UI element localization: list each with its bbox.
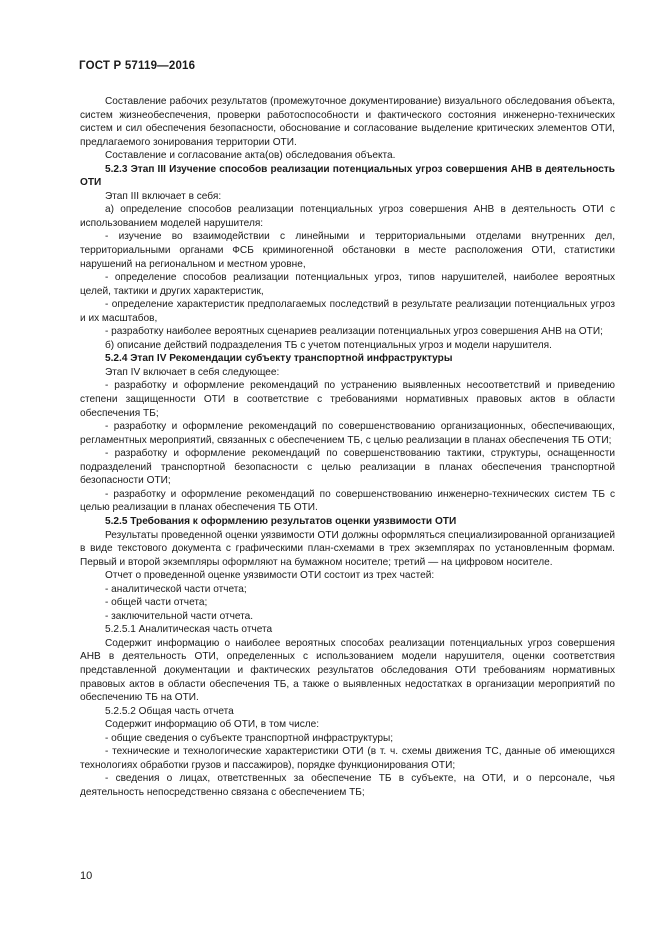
body-paragraph: - разработку и оформление рекомендаций по устранению выявленных несоответствий и приведению степени защищенности ОТИ в соответствие с требованиями нормативных правовых актов в области обеспечения ТБ; (80, 380, 615, 419)
body-paragraph: - аналитической части отчета; (105, 583, 247, 595)
document-body (80, 95, 615, 799)
body-paragraph: Составление и согласование акта(ов) обследования объекта. (105, 150, 396, 162)
body-paragraph: Содержит информацию о наиболее вероятных способах реализации потенциальных угроз совершения АНВ в деятельность ОТИ, определенных с использованием модели нарушителя, оценки соответствия представленной документации и фактических результатов обследования ОТИ требованиям нормативных правовых актов в области обеспечения ТБ, а также о выявленных недостатках в организации мероприятий по обеспечению ТБ на ОТИ. (80, 637, 615, 704)
body-paragraph: - определение способов реализации потенциальных угроз, типов нарушителей, наиболее вероятных целей, тактики и других характеристик, (80, 272, 615, 297)
page-number: 10 (80, 870, 93, 882)
body-paragraph: 5.2.5.2 Общая часть отчета (105, 705, 234, 717)
section-heading: 5.2.3 Этап III Изучение способов реализации потенциальных угроз совершения АНВ в деятельность ОТИ (80, 163, 615, 189)
body-paragraph: - разработку наиболее вероятных сценариев реализации потенциальных угроз совершения АНВ на ОТИ; (105, 326, 603, 338)
body-paragraph: - общие сведения о субъекте транспортной инфраструктуры; (105, 732, 394, 744)
body-paragraph: - разработку и оформление рекомендаций по совершенствованию тактики, структуры, оснащенности подразделений транспортной безопасности с целью реализации в планах обеспечения транспортной безопасности ОТИ; (80, 448, 615, 487)
body-paragraph: Содержит информацию об ОТИ, в том числе: (105, 719, 320, 731)
body-paragraph: Отчет о проведенной оценке уязвимости ОТИ состоит из трех частей: (105, 570, 435, 582)
body-paragraph: Составление рабочих результатов (промежуточное документирование) визуального обследования объекта, систем жизнеобеспечения, проверки работоспособности и фактического состояния инженерно-технических систем и сил обеспечения безопасности, обоснование и согласование выделение критических элементов ОТИ, предлагаемого зонирования территории ОТИ. (80, 96, 615, 148)
body-paragraph: Этап III включает в себя: (105, 190, 222, 202)
body-paragraph: - технические и технологические характеристики ОТИ (в т. ч. схемы движения ТС, данные об имеющихся технологиях обработки грузов и пассажиров), порядке функционирования ОТИ; (80, 746, 615, 771)
body-paragraph: - определение характеристик предполагаемых последствий в результате реализации потенциальных угроз и их масштабов, (80, 299, 615, 324)
body-paragraph: Результаты проведенной оценки уязвимости ОТИ должны оформляться специализированной организацией в виде текстового документа с графическими план-схемами в трех экземплярах по установленным формам. Первый и второй экземпляры оформляют на бумажном носителе; третий — на цифровом носителе. (80, 529, 615, 568)
body-paragraph: Этап IV включает в себя следующее: (105, 366, 280, 378)
body-paragraph: - разработку и оформление рекомендаций по совершенствованию инженерно-технических систем ТБ с целью реализации в планах обеспечения ТБ ОТИ. (80, 488, 615, 514)
body-paragraph: б) описание действий подразделения ТБ с учетом потенциальных угроз и модели нарушителя. (105, 339, 552, 351)
standard-code: ГОСТ Р 57119—2016 (79, 60, 196, 72)
body-paragraph: - разработку и оформление рекомендаций по совершенствованию организационных, обеспечивающих, регламентных мероприятий, связанных с обеспечением ТБ, с целью реализации в планах обеспечения ТБ ОТИ; (80, 421, 615, 446)
body-paragraph: - общей части отчета; (105, 597, 208, 609)
body-paragraph: - сведения о лицах, ответственных за обеспечение ТБ в субъекте, на ОТИ, и о персонале, чья деятельность непосредственно связана с обеспечением ТБ; (80, 773, 615, 798)
body-paragraph: - изучение во взаимодействии с линейными и территориальными отделами внутренних дел, территориальными органами ФСБ криминогенной обстановки в месте расположения ОТИ, статистики нарушений на региональном и местном уровне, (80, 231, 615, 270)
section-heading: 5.2.4 Этап IV Рекомендации субъекту транспортной инфраструктуры (105, 353, 453, 365)
body-paragraph: а) определение способов реализации потенциальных угроз совершения АНВ в деятельность ОТИ с использованием моделей нарушителя: (80, 204, 615, 229)
body-paragraph: - заключительной части отчета. (105, 610, 254, 622)
section-heading: 5.2.5 Требования к оформлению результатов оценки уязвимости ОТИ (105, 515, 457, 527)
body-paragraph: 5.2.5.1 Аналитическая часть отчета (105, 624, 273, 636)
